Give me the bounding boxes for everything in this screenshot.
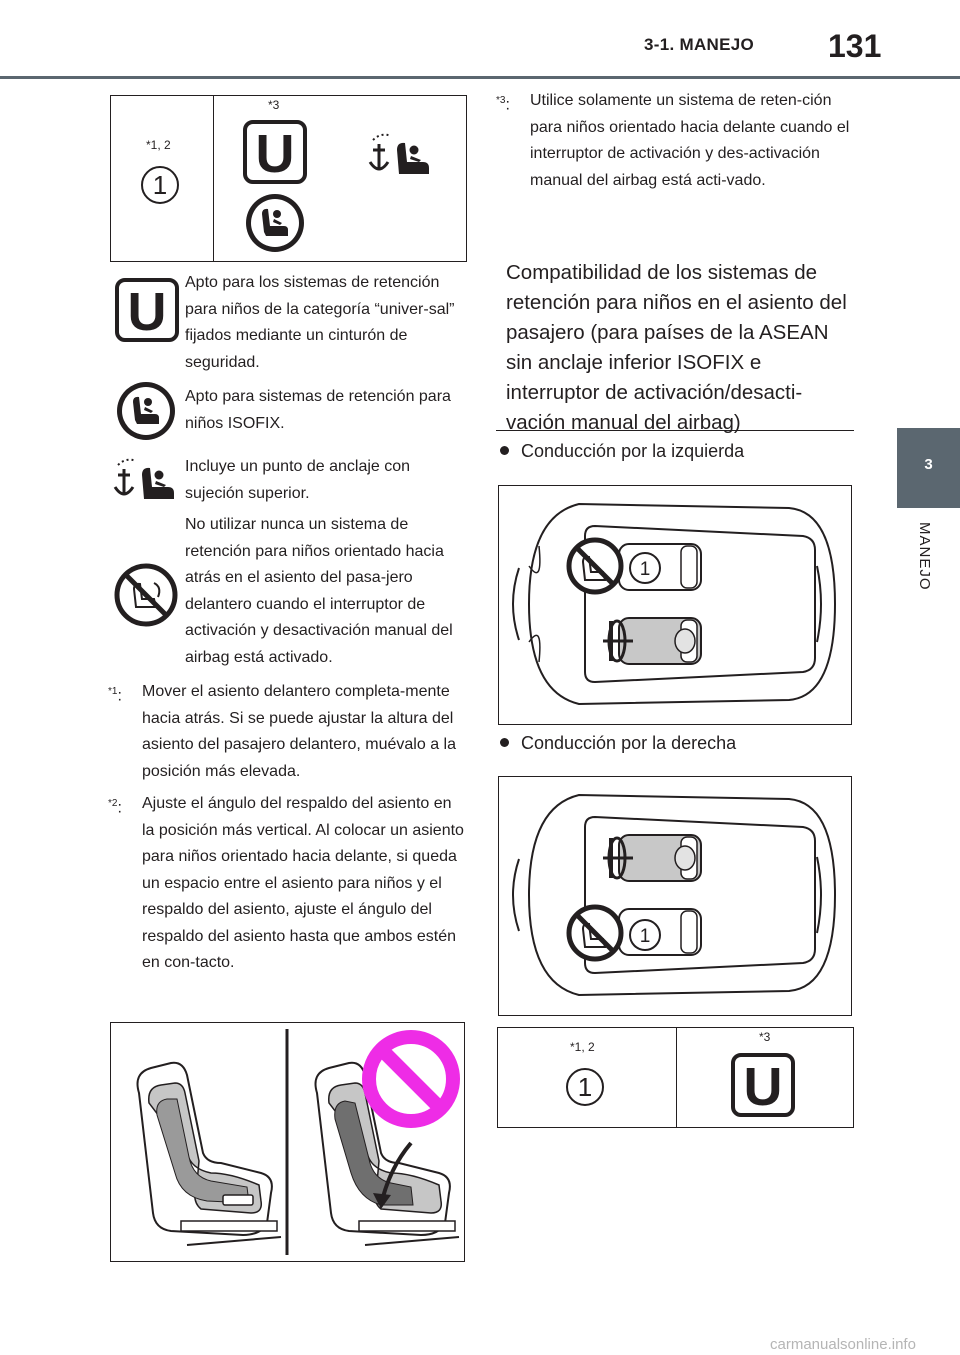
bullet-dot (500, 738, 509, 747)
page-number: 131 (828, 28, 882, 64)
legend-prohibited-text: No utilizar nunca un sistema de retención para niños orientado hacia atrás en el asiento del pasa-jero delantero cuando el interruptor de activación y desactivación manual del airbag está activado. (185, 516, 453, 666)
seat-upright-drawing (138, 1063, 282, 1245)
isofix-child-seat-icon (115, 380, 177, 442)
bottom-compatibility-table (497, 1027, 854, 1128)
header-divider (0, 76, 960, 79)
footnote-mark: $^{*3}$: (496, 95, 510, 114)
bullet-text: Conducción por la izquierda (521, 441, 745, 461)
bullet-right-hand-drive (500, 733, 736, 754)
prohibited-rear-facing-seat-icon (569, 540, 621, 592)
bottom-table-col1-note: *1, 2 (570, 1040, 595, 1054)
universal-u-icon (243, 120, 307, 184)
legend-isofix-text: Apto para sistemas de retención para niños ISOFIX. (185, 388, 451, 432)
top-tether-anchor-icon (112, 455, 182, 507)
bullet-dot (500, 446, 509, 455)
watermark: carmanualsonline.info (770, 1336, 916, 1353)
compatibility-subtitle (496, 243, 854, 434)
svg-text:U: U (743, 1057, 783, 1117)
car-diagram-left-hand-drive (498, 485, 852, 725)
chapter-label: MANEJO (916, 522, 933, 591)
footnote-3 (496, 88, 856, 194)
top-table-col2-note: *3 (268, 98, 280, 112)
footnote-text: Ajuste el ángulo del respaldo del asiento en la posición más vertical. Al colocar un asiento para niños orientado hacia delante, si queda un espacio entre el asiento para niños y el respaldo del asiento, ajuste el ángulo del respaldo del asiento hasta que ambos estén en con-tacto. (142, 795, 464, 971)
car-diagram-label: 1 (639, 926, 651, 947)
footnote-mark: $^{*2}$: (108, 798, 122, 817)
footnote-mark: $^{*1}$: (108, 686, 122, 705)
subtitle-text: Compatibilidad de los sistemas de retención para niños en el asiento del pasajero (para países de la ASEAN sin anclaje inferior ISOFIX e interruptor de activación/desacti-vación manual del airbag) (506, 261, 847, 434)
universal-u-icon (115, 278, 179, 342)
svg-text:U: U (255, 124, 295, 184)
bullet-left-hand-drive (500, 441, 744, 462)
legend-tether-text: Incluye un punto de anclaje con sujeción superior. (185, 458, 411, 502)
prohibited-rear-facing-seat-icon (569, 907, 621, 959)
bottom-table-col2-note: *3 (759, 1030, 771, 1044)
seat-angle-illustration (110, 1022, 465, 1262)
footnote-2 (108, 791, 468, 977)
section-title: 3-1. MANEJO (644, 35, 755, 54)
footnote-text: Utilice solamente un sistema de reten-ción para niños orientado hacia delante cuando el interruptor de activación y des-activación manual del airbag está acti-vado. (530, 92, 850, 189)
prohibited-rear-facing-seat-icon (114, 563, 178, 627)
svg-text:U: U (127, 282, 167, 342)
legend-universal-text: Apto para los sistemas de retención para niños de la categoría “univer-sal” fijados mediante un cinturón de seguridad. (185, 274, 455, 371)
bullet-text: Conducción por la derecha (521, 733, 737, 753)
car-diagram-label: 1 (639, 559, 651, 580)
car-diagram-right-hand-drive (498, 776, 852, 1016)
top-table-col1-value: 1 (141, 166, 179, 204)
footnote-1 (108, 679, 468, 785)
chapter-number: 3 (924, 456, 933, 473)
universal-u-icon (731, 1053, 795, 1117)
isofix-child-seat-icon (244, 192, 306, 254)
footnote-text: Mover el asiento delantero completa-mente hacia atrás. Si se puede ajustar la altura del asiento del pasajero delantero, muévalo a la posición más elevada. (142, 683, 456, 780)
top-tether-anchor-icon (367, 130, 437, 182)
top-table-col1-note: *1, 2 (146, 138, 171, 152)
chapter-tab[interactable] (897, 428, 960, 508)
prohibited-icon (369, 1037, 453, 1121)
seat-reclined-drawing (316, 1063, 460, 1245)
bottom-table-col1-value: 1 (566, 1068, 604, 1106)
